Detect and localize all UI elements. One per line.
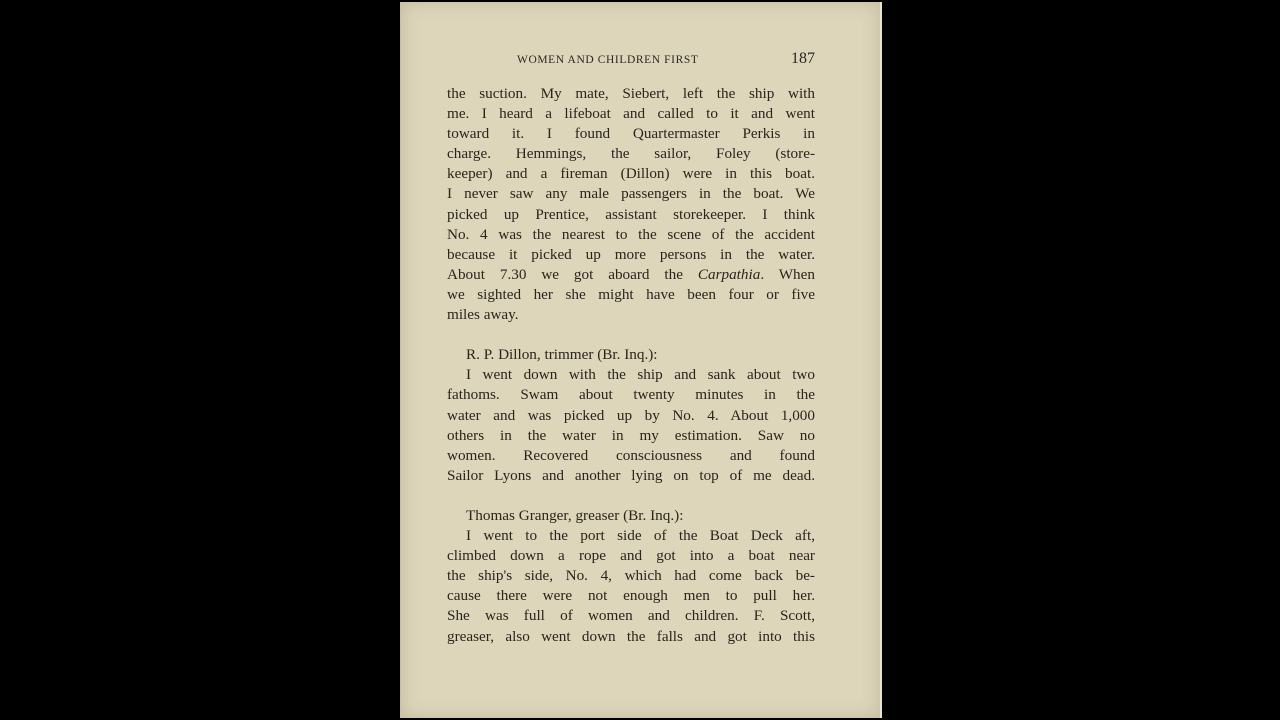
text-line: I never saw any male passengers in the boat. We	[447, 185, 815, 203]
text-line: because it picked up more persons in the water.	[447, 245, 815, 263]
text-line: climbed down a rope and got into a boat near	[447, 547, 815, 565]
paragraph-gap	[447, 325, 815, 345]
text-line: She was full of women and children. F. Scott,	[447, 607, 815, 625]
text-line: others in the water in my estimation. Saw no	[447, 426, 815, 444]
running-head	[447, 50, 815, 72]
text-line: greaser, also went down the falls and got into this	[447, 627, 815, 645]
text-line: fathoms. Swam about twenty minutes in the	[447, 386, 815, 404]
text-line: keeper) and a fireman (Dillon) were in this boat.	[447, 165, 815, 183]
text-run: . When	[760, 265, 815, 283]
text-run: About 7.30 we got aboard the	[447, 265, 698, 283]
text-line: No. 4 was the nearest to the scene of the accident	[447, 225, 815, 243]
ship-name-italic: Carpathia	[697, 265, 761, 283]
text-line: we sighted her she might have been four or five	[447, 285, 815, 303]
text-line: cause there were not enough men to pull her.	[447, 587, 815, 605]
text-line: miles away.	[447, 306, 519, 324]
text-line: toward it. I found Quartermaster Perkis in	[447, 125, 815, 143]
testimony-heading-dillon: R. P. Dillon, trimmer (Br. Inq.):	[466, 346, 658, 364]
text-line: the ship's side, No. 4, which had come back be-	[447, 567, 815, 585]
paragraph-gap	[447, 486, 815, 506]
text-line: charge. Hemmings, the sailor, Foley (store-	[447, 145, 815, 163]
page-body	[447, 84, 815, 647]
text-line: I went to the port side of the Boat Deck aft,	[466, 527, 815, 545]
text-line: picked up Prentice, assistant storekeeper. I think	[447, 205, 815, 223]
text-line: I went down with the ship and sank about two	[466, 366, 815, 384]
text-line	[447, 265, 815, 285]
page-number: 187	[791, 50, 815, 67]
testimony-heading-granger: Thomas Granger, greaser (Br. Inq.):	[466, 506, 684, 524]
text-line: the suction. My mate, Siebert, left the ship with	[447, 85, 815, 102]
running-title: WOMEN AND CHILDREN FIRST	[517, 54, 699, 66]
text-line: Sailor Lyons and another lying on top of me dead.	[447, 466, 815, 484]
text-line: me. I heard a lifeboat and called to it and went	[447, 105, 815, 123]
book-page	[400, 2, 882, 718]
text-line: water and was picked up by No. 4. About 1,000	[447, 406, 815, 424]
text-line: women. Recovered consciousness and found	[447, 446, 815, 464]
